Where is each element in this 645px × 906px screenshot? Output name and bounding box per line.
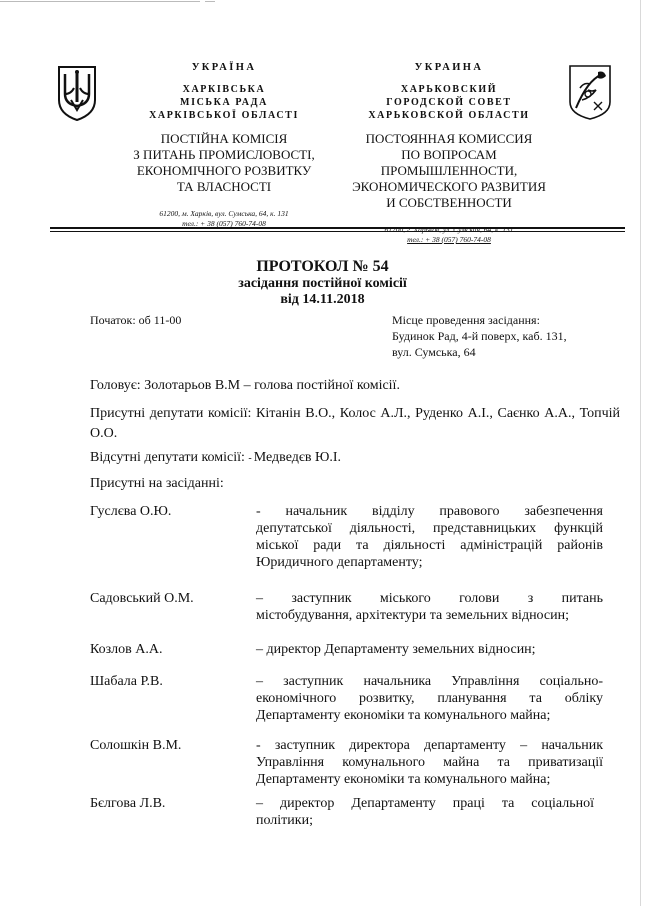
scan-edge-line — [0, 1, 200, 2]
trident-coat-of-arms-icon — [56, 64, 98, 122]
attendee-role: – директор Департаменту земельних відносин; — [256, 642, 536, 657]
scan-edge-line — [205, 1, 215, 2]
scan-edge-line — [640, 0, 641, 906]
contact-phone: тел.: + 38 (057) 760-74-08 — [182, 219, 266, 228]
header-russian — [336, 62, 562, 245]
attendee-role: - начальник відділу правового забезпечення депутатської діяльності, представницьких функцій міської ради та діяльності адміністрацій районів Юридичного департаменту; — [256, 504, 603, 570]
council-name: ХАРЬКОВСКИЙ ГОРОДСКОЙ СОВЕТ ХАРЬКОВСКОЙ ОБЛАСТИ — [368, 84, 530, 121]
absent-deputies: Відсутні депутати комісії: - Медведєв Ю.І. — [90, 450, 342, 465]
protocol-number: ПРОТОКОЛ № 54 — [256, 258, 389, 275]
header-ukrainian — [118, 62, 330, 229]
contact-address: 61200, г. Харьков, ул. Сумская, 64, к. 131 тел.: + 38 (057) 760-74-08 — [336, 225, 562, 245]
kharkiv-coat-of-arms-icon — [568, 64, 612, 120]
commission-name: ПОСТОЯННАЯ КОМИССИЯ ПО ВОПРОСАМ ПРОМЫШЛЕННОСТИ, ЭКОНОМИЧЕСКОГО РАЗВИТИЯ И СОБСТВЕННОСТИ — [352, 131, 546, 210]
header-divider — [50, 227, 625, 229]
attendee-name: Гуслєва О.Ю. — [90, 504, 172, 519]
country-name: УКРАИНА — [414, 62, 484, 73]
protocol-title — [0, 258, 645, 308]
country-name: УКРАЇНА — [191, 62, 257, 73]
contact-address: 61200, м. Харків, вул. Сумська, 64, к. 131 тел.: + 38 (057) 760-74-08 — [118, 209, 330, 229]
attendee-name: Шабала Р.В. — [90, 674, 163, 689]
chair-line: Головує: Золотарьов В.М – голова постійної комісії. — [90, 378, 400, 393]
present-deputies: Присутні депутати комісії: Кітанін В.О., Колос А.Л., Руденко А.І., Саєнко А.А., Топчій О.О. — [90, 406, 620, 441]
meeting-venue: Місце проведення засідання: Будинок Рад, 4-й поверх, каб. 131, вул. Сумська, 64 — [392, 313, 567, 359]
header-divider — [50, 231, 625, 232]
attendee-role: – заступник міського голови з питань містобудування, архітектури та земельних відносин; — [256, 591, 603, 623]
attendee-role: – заступник начальника Управління соціально- економічного розвитку, планування та обліку Департаменту економіки та комунального майна; — [256, 674, 603, 723]
attendee-name: Козлов А.А. — [90, 642, 163, 657]
attending-label: Присутні на засіданні: — [90, 476, 224, 491]
attendee-name: Бєлгова Л.В. — [90, 796, 166, 811]
attendee-name: Садовський О.М. — [90, 591, 194, 606]
meeting-start-time: Початок: об 11-00 — [90, 313, 182, 327]
contact-phone: тел.: + 38 (057) 760-74-08 — [407, 235, 491, 244]
attendee-role: – директор Департаменту праці та соціальної політики; — [256, 796, 594, 828]
attendee-role: - заступник директора департаменту – начальник Управління комунального майна та приватизації Департаменту економіки та комунального майна; — [256, 738, 603, 787]
protocol-subtitle: засідання постійної комісії — [238, 276, 407, 291]
attendee-name: Солошкін В.М. — [90, 738, 182, 753]
commission-name: ПОСТІЙНА КОМІСІЯ З ПИТАНЬ ПРОМИСЛОВОСТІ, ЕКОНОМІЧНОГО РОЗВИТКУ ТА ВЛАСНОСТІ — [133, 131, 315, 194]
council-name: ХАРКІВСЬКА МІСЬКА РАДА ХАРКІВСЬКОЇ ОБЛАСТІ — [149, 84, 299, 121]
protocol-date: від 14.11.2018 — [280, 292, 365, 307]
